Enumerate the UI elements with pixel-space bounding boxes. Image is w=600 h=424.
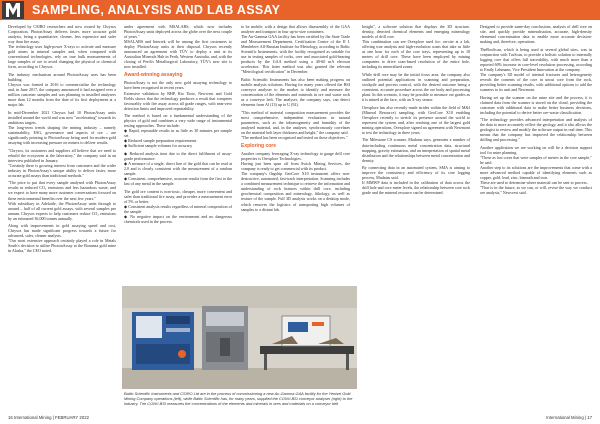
body-paragraph: The Milestone CS scanner, Mudatas says, generates a number of data-including continuous metal concentration data, structural mapping, gravity estimation, and an interpretation of spatial metal distribution and the relationships between metal concentration and density. — [362, 137, 470, 163]
body-paragraph: Insight", a software solution that displays the 3D structure, density, detected chemical elements and emerging mineralogy models of drill core. This combination can see Orexplore used for: on-site at a lab, offering true analysis and high-resolution scans that take as little as one hour for each of the core trays, representing up to 18 metres of drill core. These have been employed by mining companies to drive scan-based resolution of the entire hole, including its mineralised zones. — [362, 24, 470, 70]
body-paragraph: to be mobile, with a design that allows disassembly of the GAA analyser and transport in four up-to-size containers. The Au-Gamma GAA facility has been certified by the State Trade and Measurement Department, Certification Centre of the II I. Mendeleev All-Russian Institute for Metrology, according to Baltic Scientific Instruments, with the facility recognised as suitable for use in testing samples of rocks, ores and associated gold-bearing products by the GAA method using a 40-60 mA electron accelerator. This latter method was also granted the relevant "Metrological certification" in December. — [241, 24, 350, 75]
body-paragraph: The method is based on a fundamental understanding of the physics of gold and combines a very wide range of instrumental testing approaches. These include: ◆ Rapid, repeatable results in as little as 30 minutes per sample set ◆ Reduced sample preparation requirements ◆ Sufficient sample volumes for accuracy — [124, 113, 232, 149]
body-paragraph: Another company leveraging X-ray technology to gauge drill core properties is Orexplore Technologies. Having just been spun off from Swick Mining Services, the company is ready to get commercial with its product. The company's flagship GeoCore X10 instrument offers non-destructive, automated, fast-track interpretation. Scanning includes a combined measurement technique to retrieve the information and understanding of rock features within drill core, including geochemical composition and mineralogy, lithology, as well as texture of the sample. Full 3D analysis works on a desktop mode, which removes the logistics of transporting high volumes of samples to a distant lab. — [241, 151, 350, 212]
body-paragraph: under agreement with MSALABS, which now includes PhotonAssay units deployed across the globe over the next couple of years." MSALABS and Intertek will be among the first customers to deploy PhotonAssay units at their disposal. Chrysos recently announced an agreement with TÜV to deploy a unit at its Australian Minerals Hub in Perth, Western Australia, and, with the closing of Perth's Metallurgical Laboratory, TÜV's new site is now installed. — [124, 24, 232, 70]
text-column-5 — [480, 24, 592, 412]
body-paragraph: "This method of material composition measurement provides the most comprehensive, independent evaluations in natural parameters, such as the inhomogeneity and humidity of the analysed material, and, in the analyser, synchronously correlates on the material belt layer thickness and height," the company said. "The method has been recognised and tested on these objectives." — [241, 109, 350, 140]
body-paragraph: Another application we are working on will be a decision support tool for mine planning. "These as lost cores that were samples of metres in the core sample," he said. Another step to its solutions are the improvements that come with a more advanced method capable of identifying elements such as copper, gold, lead, zinc, bismuth and iron. These are used to determine where material can be sent to process. "That is in the future, as we can, or will, revise the way we conduct ore analysis," Newcrest said. — [480, 145, 592, 196]
body-paragraph: Baltic Scientific Instruments has also been making progress on mobile analysis solutions. Having for many years offered the BSI conveyor analyser to the market to identify and measure the concentration of the elements and minerals in ore and waste rock as a conveyor belt. The analyser, the company says, can detect elements from Al (13) up to U (92). — [241, 76, 350, 108]
body-paragraph: Orexplore has also recently made strides within the field of M&I (Mineral Resource) sampling, with GeoCore X10 enabling Orexplore recently to stretch its presence around the world to represent the system and, after reaching one of the largest gold mining operations, Orexplore signed an agreement with Newmont to test the technology in three years. — [362, 104, 470, 135]
body-paragraph: ◆ Reduced analysis time due to the direct fulfilment of assay-grade performance. ◆ A measure of a single, direct line of the gold that can be read at 2.0 and is clearly consistent with the measurement of a random sample. ◆ Consistent, comprehensive, accurate results from the first to the last of any metal in the sample. — [124, 151, 232, 187]
body-paragraph: While drill core may be the initial focus area, the company also outlined potential applications in scanning and preparation, stockpile and process control, with the desired outcome being a consistent, accurate procedure across the ore body and processing plant. In this scenario, it may be possible to measure ore grades as it is mined at the face, with an X-ray sensor. — [362, 71, 470, 103]
body-paragraph: Designed to provide same-day conclusions, analysis of drill core on site, and quickly provide mineralisation, accurate, high-density elemental concentration data to enable more accurate decision-making and, therefore, operations. — [480, 24, 592, 45]
footer-page-right: International Mining | 17 — [546, 415, 592, 420]
body-paragraph: In mid-December 2021 Chrysos had 10 PhotonAssay units installed around the world and was now "accelerating" towards its ambitious targets. The long-term trends shaping the mining industry – namely sustainability, ESG, governance and aspects of ore – are significantly pointing to PhotonAssay being used for modern gold assaying with increasing pressure on miners to deliver results. — [8, 109, 116, 146]
equipment-photo — [122, 286, 357, 389]
body-paragraph: "The technology provides advanced interpretation and analysis of the data to more accurately reflect the geology, and it also allows the geologist to review and modify the software output in real time. This means that the company has improved the relationship between drilling and processing." — [480, 117, 592, 143]
section-subheading: Award-winning assaying — [124, 72, 183, 79]
body-paragraph: PhotonAssay is not the only new gold assaying technology to have been recognised in recent years. Extensive validation by BHP, Rio Tinto, Newcrest and Gold Fields shows that the technology produces a result that competes favourably with fire assay across all grade ranges, with near-zero detection limits and improved repeatability. — [124, 80, 232, 111]
magazine-logo — [2, 1, 24, 19]
body-paragraph: The gold ore content is non-toxic, cheaper, more convenient and safer than traditional fire assay, and provides a measurement error of 5% or better. ◆ Consistent analysis results regardless of mineral composition of the sample ◆ No negative impact on the environment and no dangerous chemicals used in the process. — [124, 188, 232, 225]
section-subheading: Exploring core — [241, 143, 277, 150]
logo-icon — [6, 3, 20, 17]
body-paragraph: Having set up the scanner on the mine site and the process, it is claimed data from the scanner is stored on the cloud, providing the customer with additional data to make better business decisions, including the potential to derive better ore-waste classification. — [480, 94, 592, 115]
body-paragraph: The industry mechanism around PhotonAssay uses has been building. Chrysos was formed in 2016 to commercialise the technology and, in June 2017, the company announced it had assigned over a million customer samples and was planning in installed analysers more than 12 months from the date of its first deployment at a major lab. — [8, 71, 116, 108]
text-column-1 — [8, 24, 116, 412]
footer-page-left: 16 International Mining | FEBRUARY 2022 — [8, 415, 89, 420]
body-paragraph: Along with improvements in gold assaying speed and cost, Chrysos has made significant progress towards a future for advanced, safer, cleaner analysis. "Our most extensive approach certainly played a role in Metals South's decision to utilise PhotonAssay at the Bonanza gold mine in Alaska," the CEO noted. — [8, 223, 116, 254]
text-column-4 — [362, 24, 470, 412]
section-title: SAMPLING, ANALYSIS AND LAB ASSAY — [32, 3, 281, 17]
page-header — [0, 0, 600, 20]
body-paragraph: "Chrysos, its customers and suppliers all believe that we need to rebuild the ecosystem at the laboratory," the company said in an interview published in January. "Certainly there is growing interest from customers and the wider industry in PhotonAssay's unique ability to deliver faster, more accurate gold assays than traditional methods." — [8, 147, 116, 178]
body-paragraph: "The price to put that every sample analysed with PhotonAssay results in reduced CO₂ emissions and less hazardous waste, and we expect to have many more customer conversations focused on these environmental benefits over the next few years." With subsidiary in Adelaide, the PhotonAssay units through to around – half of all current gold assays, with several samples per annum. Chrysos expects to help customers reduce CO₂ emissions by an estimated 36,000 tonnes annually. — [8, 180, 116, 221]
figure-caption: Baltic Scientific Instruments and CSIRO Ltd are in the process of commissioning a new Au-Gamma GAA facility for the Yenisei Gold Mining Company operations (left), while Baltic Scientific has, for many years, supplied the CONV-BSI conveyor analyser (right) to the industry. The CONV-BSI measures the concentrations of the elements and minerals in ores and materials on a conveyor belt — [124, 391, 353, 406]
body-paragraph: TheBoxScan, which is being used at several global sites, was in conjunction with TruScan, to provide a holistic solution to internally logging core that offers full traceability, with much more than a reported 60% increase in core-level resolution processing, according to Emily Lehmann, Vice President Innovation at the company. The company's 3D model of internal fractures and heterogeneity reveals the contents of the core in uncut core from the rock, providing better scanning results, with additional options to add the scanners to its unit and Newmont. — [480, 46, 592, 93]
body-paragraph: By connecting data in an automated system, SMA is aiming to improve the consistency and efficiency of its core logging process, Mudatas said. If MMWP data is included in the calibration of data across the drill hole and core meter levels, the relationship between core rock grade and the mineral resource can be determined. — [362, 165, 470, 196]
equipment-illustration — [122, 286, 357, 389]
body-paragraph: Developed by CSIRO researchers and now owned by Chrysos Corporation, PhotonAssay delivers faster, more accurate gold analysis, being a quantitative, cleaner, less expensive and safer way than fire assay. The technology uses high-power X-rays to activate and measure gold atoms in mineral samples and, when compared with conventional technologies, rely on true bulk measurements of large samples of ore to avoid changing the physical or chemical form, according to Chrysos. — [8, 24, 116, 70]
